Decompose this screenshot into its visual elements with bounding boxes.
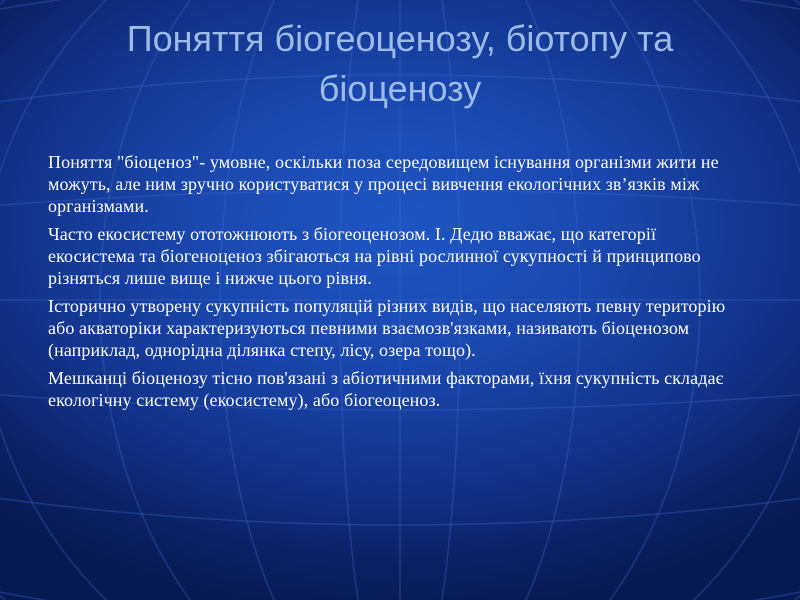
slide-body [48, 151, 738, 417]
slide-title [60, 14, 740, 114]
paragraph-bioceonosis-definition: Поняття "біоценоз"- умовне, оскільки поза середовищем існування організми жити не можуть, але ним зручно користуватися у процесі вивчення екологічних зв’язків між організмами. [48, 152, 719, 216]
slide-title-line2: біоценозу [318, 68, 482, 109]
paragraph-ecosystem-identity: Часто екосистему ототожнюють з біогеоценозом. І. Дедю вважає, що категорії екосистема та біогеноценоз збігаються на рівні рослинної сукупності й принципово різняться лише вище і нижче цього рівня. [48, 224, 701, 288]
paragraph-abiotic-factors: Мешканці біоценозу тісно пов'язані з абіотичними факторами, їхня сукупність складає екологічну систему (екосистему), або біогеоценоз. [48, 368, 724, 410]
paragraph-historical-population: Історично утворену сукупність популяцій різних видів, що населяють певну територію або акваторіки характеризуються певними взаємозв'язками, називають біоценозом (наприклад, однорідна ділянка степу, лісу, озера тощо). [48, 296, 726, 360]
slide-title-line1: Поняття біогеоценозу, біотопу та [126, 18, 674, 59]
